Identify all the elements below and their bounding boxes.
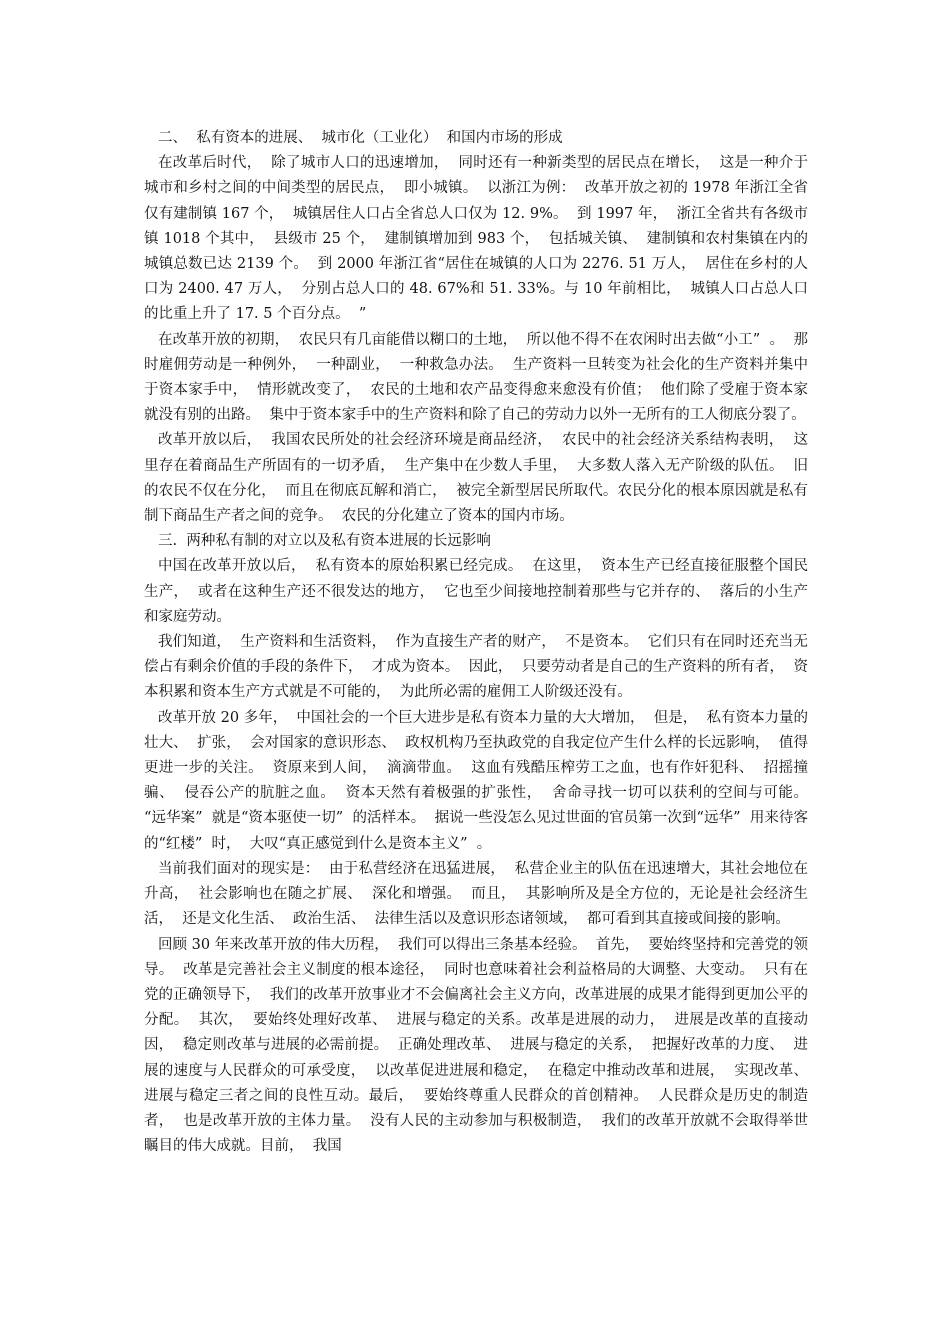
section-heading-2: 二、 私有资本的进展、 城市化（工业化） 和国内市场的形成: [158, 130, 563, 146]
paragraph-primitive-accumulation: 中国在改革开放以后， 私有资本的原始积累已经完成。 在这里， 资本生产已经直接征服整个国民生产， 或者在这种生产还不很发达的地方， 它也至少间接地控制着那些与它并存的、 落后的小生产和家庭劳动。: [144, 558, 808, 625]
document-page: [144, 126, 818, 1159]
paragraph-early-reform: 在改革开放的初期， 农民只有几亩能借以糊口的土地， 所以他不得不在农闲时出去做“小工” 。 那时雇佣劳动是一种例外， 一种副业， 一种救急办法。 生产资料一旦转变为社会化的生产资料并集中于资本家手中， 情形就改变了， 农民的土地和农产品变得愈来愈没有价值； 他们除了受雇于资本家就没有别的出路。 集中于资本家手中的生产资料和除了自己的劳动力以外一无所有的工人彻底分裂了。: [144, 331, 808, 424]
section-heading-3: 三. 两种私有制的对立以及私有资本进展的长远影响: [158, 533, 491, 550]
paragraph-means-of-production: 我们知道， 生产资料和生活资料， 作为直接生产者的财产， 不是资本。 它们只有在同时还充当无偿占有剩余价值的手段的条件下， 才成为资本。 因此， 只要劳动者是自己的生产资料的所有者， 资本积累和资本生产方式就是不可能的， 为此所必需的雇佣工人阶级还没有。: [144, 634, 808, 701]
paragraph-current-reality: 当前我们面对的现实是： 由于私营经济在迅猛进展， 私营企业主的队伍在迅速增大，其社会地位在升高， 社会影响也在随之扩展、 深化和增强。 而且， 其影响所及是全方位的，无论是社会经济生活， 还是文化生活、 政治生活、 法律生活以及意识形态诸领域， 都可看到其直接或间接的影响。: [144, 860, 808, 928]
paragraph-urbanization: 在改革后时代， 除了城市人口的迅速增加， 同时还有一种新类型的居民点在增长， 这是一种介于城市和乡村之间的中间类型的居民点， 即小城镇。 以浙江为例： 改革开放之初的 1978 年浙江全省仅有建制镇 167 个， 城镇居住人口占全省总人口仅为 12. 9%。 到 1997 年， 浙江全省共有各级市镇 1018 个其中， 县级市 25 个， 建制镇增加到 983 个， 包括城关镇、 建制镇和农村集镇在内的城镇总数已达 2139 个。 到 2000 年浙江省“居住在城镇的人口为 2276. 51 万人， 居住在乡村的人口为 2400. 47 万人， 分别占总人口的 48. 67%和 51. 33%。与 10 年前相比， 城镇人口占总人口的比重上升了 17. 5 个百分点。 ”: [144, 155, 808, 323]
paragraph-peasant-differentiation: 改革开放以后， 我国农民所处的社会经济环境是商品经济， 农民中的社会经济关系结构表明， 这里存在着商品生产所固有的一切矛盾， 生产集中在少数人手里， 大多数人落入无产阶级的队伍。 旧的农民不仅在分化， 而且在彻底瓦解和消亡， 被完全新型居民所取代。农民分化的根本原因就是私有制下商品生产者之间的竞争。 农民的分化建立了资本的国内市场。: [144, 432, 808, 525]
paragraph-three-experiences: 回顾 30 年来改革开放的伟大历程， 我们可以得出三条基本经验。 首先， 要始终坚持和完善党的领导。 改革是完善社会主义制度的根本途径， 同时也意味着社会利益格局的大调整、大变动。 只有在党的正确领导下， 我们的改革开放事业才不会偏离社会主义方向，改革进展的成果才能得到更加公平的分配。 其次， 要始终处理好改革、 进展与稳定的关系。改革是进展的动力， 进展是改革的直接动因， 稳定则改革与进展的必需前提。 正确处理改革、 进展与稳定的关系， 把握好改革的力度、 进展的速度与人民群众的可承受度， 以改革促进进展和稳定， 在稳定中推动改革和进展， 实现改革、 进展与稳定三者之间的良性互动。最后， 要始终尊重人民群众的首创精神。 人民群众是历史的制造者， 也是改革开放的主体力量。 没有人民的主动参加与积极制造， 我们的改革开放就不会取得举世瞩目的伟大成就。目前， 我国: [144, 936, 818, 1155]
paragraph-private-capital-growth: 改革开放 20 多年， 中国社会的一个巨大进步是私有资本力量的大大增加， 但是， 私有资本力量的壮大、 扩张， 会对国家的意识形态、 政权机构乃至执政党的自我定位产生什么样的长远影响， 值得更进一步的关注。 资原来到人间， 滴滴带血。 这血有残酷压榨劳工之血，也有作奸犯科、 招摇撞骗、 侵吞公产的肮脏之血。 资本天然有着极强的扩张性， 舍命寻找一切可以获利的空间与可能。 “远华案” 就是“资本驱使一切” 的活样本。 据说一些没怎么见过世面的官员第一次到“远华” 用来待客的“红楼” 时， 大叹“真正感觉到什么是资本主义” 。: [144, 709, 818, 852]
